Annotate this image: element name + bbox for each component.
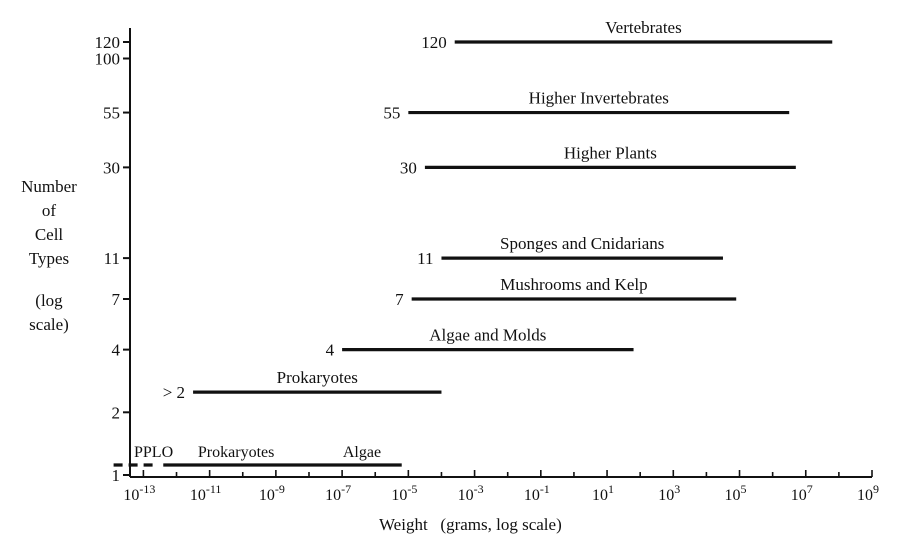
x-tick-label: $10^{-7}$	[325, 482, 352, 504]
bar-name-label: Higher Plants	[563, 143, 657, 163]
pplo-label: PPLO	[134, 444, 174, 461]
y-tick-label: 1	[111, 466, 120, 485]
tick-labels	[95, 33, 880, 504]
y-axis-label-line: Types	[28, 249, 70, 268]
x-tick-label: $10^{-3}$	[457, 482, 484, 504]
y-tick-label: 100	[94, 49, 120, 69]
y-axis-label	[4, 175, 94, 337]
bar-count-label: 120	[421, 33, 447, 52]
bar-count-label: 30	[399, 158, 417, 178]
y-tick-label: 4	[111, 340, 120, 360]
y-axis-label-line: Number	[21, 177, 77, 196]
x-tick-label: $10^3$	[658, 482, 681, 504]
y-tick-label: 11	[103, 249, 120, 269]
x-tick-label: $10^5$	[724, 482, 747, 504]
bar-name-label: Vertebrates	[605, 18, 682, 37]
bottom-band	[114, 444, 402, 465]
bar-count-label: 55	[383, 103, 401, 123]
range-bar-labels	[163, 18, 682, 402]
x-tick-label: $10^1$	[592, 482, 615, 504]
y-axis-label-line: of	[41, 201, 57, 220]
bar-count-label: 4	[325, 340, 335, 360]
bar-name-label: Mushrooms and Kelp	[500, 275, 648, 295]
y-axis-scale-note: scale)	[29, 315, 69, 334]
x-axis-label: Weight (grams, log scale)	[379, 515, 562, 534]
bar-name-label: Prokaryotes	[276, 368, 358, 388]
y-tick-label: 2	[111, 403, 120, 423]
bottom-segment-label: Prokaryotes	[197, 444, 275, 461]
y-axis-label-line: Cell	[34, 225, 64, 244]
y-tick-label: 7	[111, 290, 120, 310]
bar-count-label: 11	[417, 249, 434, 269]
bar-name-label: Sponges and Cnidarians	[500, 234, 665, 254]
x-tick-label: $10^{-11}$	[189, 482, 222, 504]
y-tick-label: 55	[103, 103, 120, 123]
x-tick-label: $10^{-1}$	[523, 482, 550, 504]
bar-name-label: Higher Invertebrates	[528, 88, 669, 108]
y-tick-label: 120	[94, 33, 120, 52]
y-tick-label: 30	[103, 158, 120, 178]
bar-count-label: 7	[395, 290, 404, 310]
bottom-segment-label: Algae	[342, 444, 382, 461]
bar-name-label: Algae and Molds	[429, 325, 547, 345]
y-axis-scale-note: (log	[35, 291, 63, 310]
bar-count-label: > 2	[162, 383, 186, 403]
x-tick-label: $10^{-5}$	[391, 482, 418, 504]
x-tick-label: $10^9$	[857, 482, 879, 504]
x-tick-label: $10^{-13}$	[123, 482, 156, 504]
x-tick-label: $10^7$	[790, 482, 813, 504]
x-tick-label: $10^{-9}$	[258, 482, 285, 504]
